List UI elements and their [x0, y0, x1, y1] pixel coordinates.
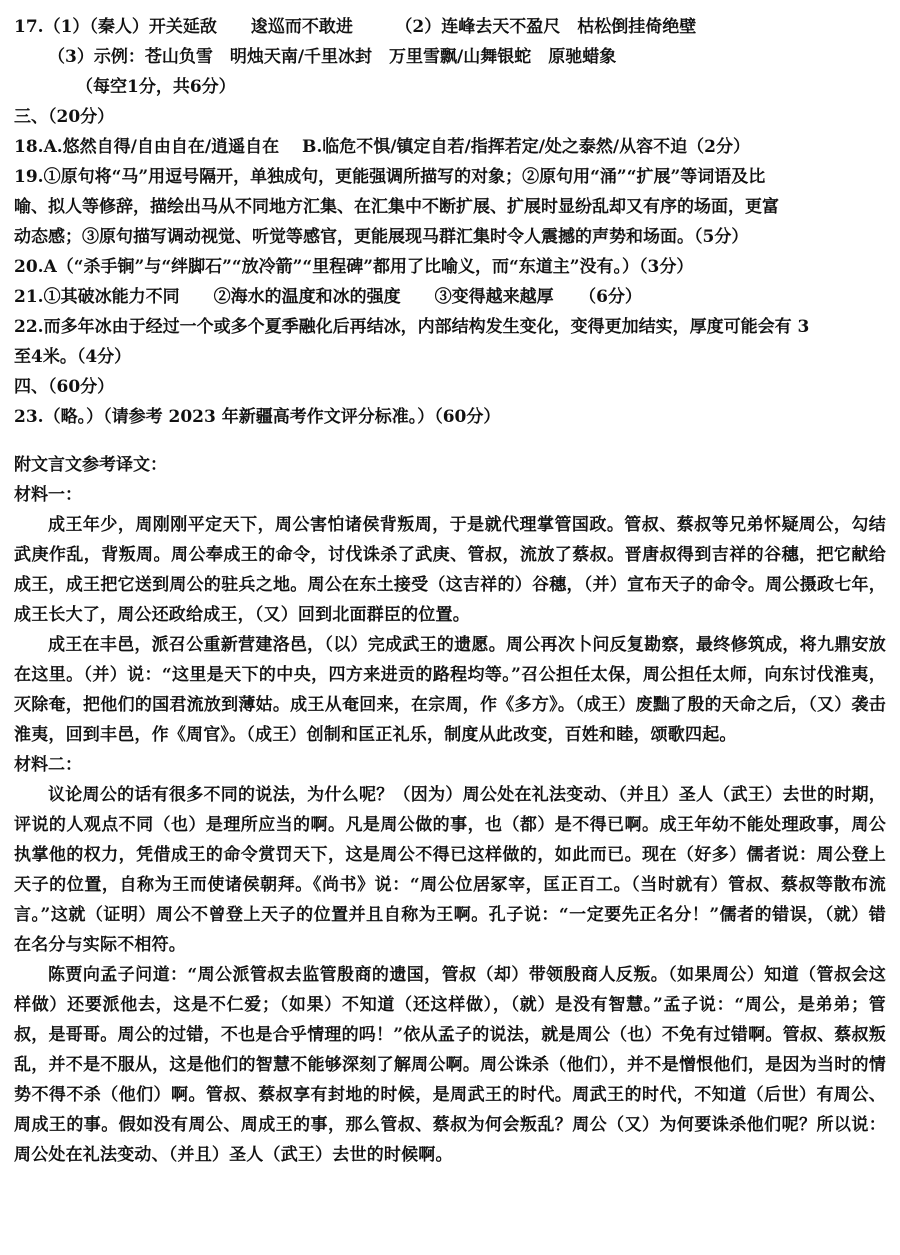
answer-q21: 21.①其破冰能力不同 ②海水的温度和冰的强度 ③变得越来越厚 （6分）	[14, 287, 642, 307]
spacer	[14, 432, 886, 450]
material-two-title: 材料二：	[14, 755, 82, 775]
material-two-paragraph-2: 陈贾向孟子问道：“周公派管叔去监管殷商的遗国，管叔（却）带领殷商人反叛。（如果周公）知道（管叔会这样做）还要派他去，这是不仁爱；（如果）不知道（还这样做），（就）是没有智慧。”孟子说：“周公，是弟弟；管叔，是哥哥。周公的过错，不也是合乎情理的吗！”依从孟子的说法，就是周公（也）不免有过错啊。管叔、蔡叔叛乱，并不是不服从，这是他们的智慧不能够深刻了解周公啊。周公诛杀（他们），并不是憎恨他们，是因为当时的情势不得不杀（他们）啊。管叔、蔡叔享有封地的时候，是周武王的时代。周武王的时代，不知道（后世）有周公、周成王的事。假如没有周公、周成王的事，那么管叔、蔡叔为何会叛乱？周公（又）为何要诛杀他们呢？所以说：周公处在礼法变动、（并且）圣人（武王）去世的时候啊。	[14, 965, 886, 1165]
section-three-heading: 三、（20分）	[14, 107, 115, 127]
answer-q20: 20.A（“杀手锏”与“绊脚石”“放冷箭”“里程碑”都用了比喻义，而“东道主”没有。）（3分）	[14, 257, 694, 277]
answer-q22-line1: 22.而多年冰由于经过一个或多个夏季融化后再结冰，内部结构发生变化，变得更加结实，厚度可能会有 3	[14, 317, 810, 337]
answer-q23: 23.（略。）（请参考 2023 年新疆高考作文评分标准。）（60分）	[14, 407, 501, 427]
answer-q19-line3: 动态感；③原句描写调动视觉、听觉等感官，更能展现马群汇集时令人震撼的声势和场面。（5分）	[14, 227, 749, 247]
answer-q19-line2: 喻、拟人等修辞，描绘出马从不同地方汇集、在汇集中不断扩展、扩展时显纷乱却又有序的场面，更富	[14, 197, 779, 217]
answer-q17-line2: （3）示例：苍山负雪 明烛天南/千里冰封 万里雪飘/山舞银蛇 原驰蜡象	[48, 47, 617, 67]
answer-q22-line2: 至4米。（4分）	[14, 347, 132, 367]
section-four-heading: 四、（60分）	[14, 377, 115, 397]
material-one-paragraph-1: 成王年少，周刚刚平定天下，周公害怕诸侯背叛周，于是就代理掌管国政。管叔、蔡叔等兄弟怀疑周公，勾结武庚作乱，背叛周。周公奉成王的命令，讨伐诛杀了武庚、管叔，流放了蔡叔。晋唐叔得到吉祥的谷穗，把它献给成王，成王把它送到周公的驻兵之地。周公在东土接受（这吉祥的）谷穗，（并）宣布天子的命令。周公摄政七年，成王长大了，周公还政给成王，（又）回到北面群臣的位置。	[14, 515, 886, 625]
answer-q17-score: （每空1分，共6分）	[76, 77, 236, 97]
translation-heading: 附文言文参考译文：	[14, 455, 167, 475]
answer-q19-line1: 19.①原句将“马”用逗号隔开，单独成句，更能强调所描写的对象；②原句用“涌”“扩展”等词语及比	[14, 167, 766, 187]
answer-q18: 18.A.悠然自得/自由自在/逍遥自在 B.临危不惧/镇定自若/指挥若定/处之泰然/从容不迫（2分）	[14, 137, 750, 157]
material-one-paragraph-2: 成王在丰邑，派召公重新营建洛邑，（以）完成武王的遗愿。周公再次卜问反复勘察，最终修筑成，将九鼎安放在这里。（并）说：“这里是天下的中央，四方来进贡的路程均等。”召公担任太保，周公担任太师，向东讨伐淮夷，灭除奄，把他们的国君流放到薄姑。成王从奄回来，在宗周，作《多方》。（成王）废黜了殷的天命之后，（又）袭击淮夷，回到丰邑，作《周官》。（成王）创制和匡正礼乐，制度从此改变，百姓和睦，颂歌四起。	[14, 635, 886, 745]
material-two-paragraph-1: 议论周公的话有很多不同的说法，为什么呢？（因为）周公处在礼法变动、（并且）圣人（武王）去世的时期，评说的人观点不同（也）是理所应当的啊。凡是周公做的事，也（都）是不得已啊。成王年幼不能处理政事，周公执掌他的权力，凭借成王的命令赏罚天下，这是周公不得已这样做的，如此而已。现在（好多）儒者说：周公登上天子的位置，自称为王而使诸侯朝拜。《尚书》说：“周公位居冢宰，匡正百工。（当时就有）管叔、蔡叔等散布流言。”这就（证明）周公不曾登上天子的位置并且自称为王啊。孔子说：“一定要先正名分！”儒者的错误，（就）错在名分与实际不相符。	[14, 785, 886, 955]
answer-q17-line1: 17.（1）（秦人）开关延敌 逡巡而不敢进 （2）连峰去天不盈尺 枯松倒挂倚绝壁	[14, 17, 697, 37]
material-one-title: 材料一：	[14, 485, 82, 505]
